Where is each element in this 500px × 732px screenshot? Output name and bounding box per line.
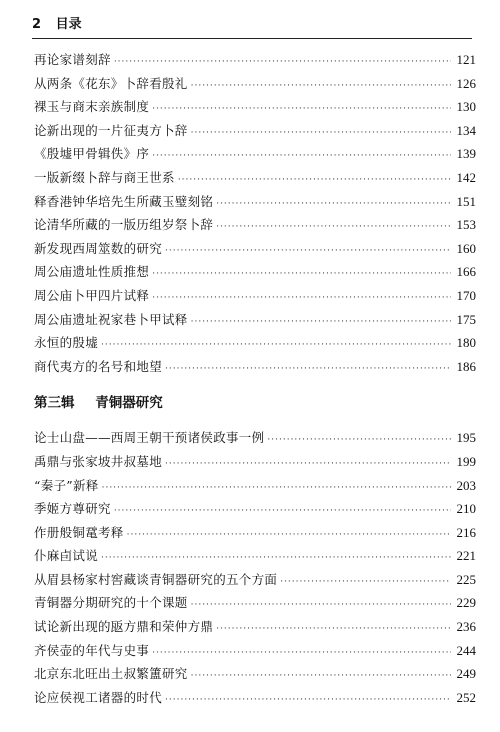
section-number: 第三辑	[34, 395, 75, 412]
dot-leader	[114, 500, 451, 524]
toc-group-before	[34, 48, 476, 378]
toc-entry[interactable]	[34, 308, 476, 332]
dot-leader	[127, 524, 451, 548]
toc-entry[interactable]	[34, 190, 476, 214]
toc-entry[interactable]	[34, 591, 476, 615]
dot-leader	[191, 665, 451, 689]
toc-entry-title: 季姬方尊研究	[34, 501, 111, 517]
toc-entry[interactable]	[34, 237, 476, 261]
toc-entry-page-number: 229	[456, 595, 476, 611]
toc-entry-page-number: 221	[456, 548, 476, 564]
toc-entry[interactable]	[34, 662, 476, 686]
toc-entry[interactable]	[34, 544, 476, 568]
toc-entry-title: 仆麻卣试说	[34, 548, 99, 564]
toc-entry-title: 齐侯壶的年代与史事	[34, 642, 150, 658]
toc-entry[interactable]	[34, 639, 476, 663]
toc-entry-title: 再论家谱刻辞	[34, 52, 111, 67]
toc-entry[interactable]	[34, 260, 476, 284]
header-page-number: 2	[32, 17, 42, 32]
dot-leader	[178, 169, 451, 193]
dot-leader	[165, 240, 451, 264]
toc-entry-title: 周公庙遗址性质推想	[34, 264, 150, 280]
toc-entry[interactable]	[34, 72, 476, 96]
dot-leader	[280, 571, 451, 595]
toc-entry-page-number: 225	[456, 571, 476, 587]
toc-entry-title: 论清华所藏的一版历组岁祭卜辞	[34, 217, 214, 233]
toc-entry-title: 周公庙卜甲四片试释	[34, 287, 150, 303]
section-title: 青铜器研究	[95, 395, 163, 412]
toc-entry-page-number: 236	[456, 619, 476, 635]
toc-entry[interactable]	[34, 213, 476, 237]
dot-leader	[191, 122, 451, 146]
toc-entry[interactable]	[34, 521, 476, 545]
toc-entry-page-number: 199	[456, 453, 476, 469]
toc-entry-page-number: 142	[456, 169, 476, 185]
toc-entry[interactable]	[34, 166, 476, 190]
toc-entry[interactable]	[34, 474, 476, 498]
toc-entry-page-number: 134	[456, 122, 476, 138]
toc-entry-title: 作册般铜鼋考释	[34, 524, 124, 540]
toc-entry-title: 禹鼎与张家坡井叔墓地	[34, 453, 163, 469]
dot-leader	[267, 429, 451, 453]
toc-entry-page-number: 166	[456, 264, 476, 280]
toc-entry[interactable]	[34, 142, 476, 166]
toc-entry-page-number: 126	[456, 75, 476, 91]
toc-entry[interactable]	[34, 355, 476, 379]
dot-leader	[152, 287, 451, 311]
toc-entry-title: 永恒的殷墟	[34, 335, 99, 351]
toc-entry-page-number: 130	[456, 99, 476, 115]
dot-leader	[191, 594, 451, 618]
dot-leader	[216, 193, 451, 217]
toc-entry[interactable]	[34, 119, 476, 143]
toc-entry[interactable]	[34, 426, 476, 450]
dot-leader	[102, 477, 451, 501]
toc-entry-title: 一版新缀卜辞与商王世系	[34, 169, 175, 185]
toc-entry-page-number: 252	[456, 689, 476, 705]
toc-entry-title: 周公庙遗址祝家巷卜甲试释	[34, 311, 188, 327]
toc-entry-title: 青铜器分期研究的十个课题	[34, 595, 188, 611]
toc-entry-title: 从眉县杨家村窖藏谈青铜器研究的五个方面	[34, 571, 278, 587]
toc-entry-page-number: 210	[456, 501, 476, 517]
toc-entry[interactable]	[34, 48, 476, 72]
toc-entry-title: 《殷墟甲骨辑佚》序	[34, 146, 150, 162]
toc-entry-page-number: 170	[456, 287, 476, 303]
toc-entry-title: 论应侯视工诸器的时代	[34, 689, 163, 705]
dot-leader	[152, 145, 451, 169]
toc-entry-page-number: 160	[456, 240, 476, 256]
toc-entry-page-number: 139	[456, 146, 476, 162]
toc-group-after	[34, 426, 476, 709]
dot-leader	[165, 358, 451, 382]
toc-entry[interactable]	[34, 615, 476, 639]
table-of-contents	[34, 48, 476, 709]
toc-entry-page-number: 153	[456, 217, 476, 233]
dot-leader	[216, 618, 451, 642]
dot-leader	[191, 75, 451, 99]
toc-entry-title: 新发现西周筮数的研究	[34, 240, 163, 256]
toc-entry-title: 论士山盘——西周王朝干预诸侯政事一例	[34, 430, 265, 446]
dot-leader	[152, 642, 451, 666]
toc-entry[interactable]	[34, 450, 476, 474]
toc-entry-title: 从两条《花东》卜辞看殷礼	[34, 75, 188, 91]
toc-entry-title: 释香港钟华培先生所藏玉璧刻铭	[34, 193, 214, 209]
toc-entry[interactable]	[34, 686, 476, 710]
section-heading	[34, 378, 476, 422]
toc-entry-page-number: 203	[456, 477, 476, 493]
toc-entry[interactable]	[34, 284, 476, 308]
toc-entry-title: 论新出现的一片征夷方卜辞	[34, 122, 188, 138]
dot-leader	[165, 453, 451, 477]
toc-entry[interactable]	[34, 95, 476, 119]
running-header	[32, 14, 472, 39]
toc-entry-title: 试论新出现的瓪方鼎和荣仲方鼎	[34, 619, 214, 635]
toc-entry-page-number: 244	[456, 642, 476, 658]
toc-entry[interactable]	[34, 497, 476, 521]
toc-entry-title: “秦子”新释	[34, 477, 99, 493]
dot-leader	[191, 311, 451, 335]
toc-entry-page-number: 195	[456, 430, 476, 446]
header-title: 目录	[55, 17, 82, 32]
toc-entry-page-number: 186	[456, 358, 476, 374]
toc-entry-title: 北京东北旺出土叔繁簠研究	[34, 666, 188, 682]
toc-entry-page-number: 121	[456, 52, 476, 67]
toc-entry-page-number: 216	[456, 524, 476, 540]
toc-entry-title: 裸玉与商末亲族制度	[34, 99, 150, 115]
dot-leader	[165, 689, 451, 713]
toc-entry[interactable]	[34, 568, 476, 592]
toc-entry-page-number: 249	[456, 666, 476, 682]
toc-entry-page-number: 175	[456, 311, 476, 327]
toc-entry[interactable]	[34, 331, 476, 355]
toc-entry-page-number: 151	[456, 193, 476, 209]
dot-leader	[216, 216, 451, 240]
dot-leader	[152, 98, 451, 122]
toc-entry-page-number: 180	[456, 335, 476, 351]
toc-entry-title: 商代夷方的名号和地望	[34, 358, 163, 374]
dot-leader	[152, 263, 451, 287]
